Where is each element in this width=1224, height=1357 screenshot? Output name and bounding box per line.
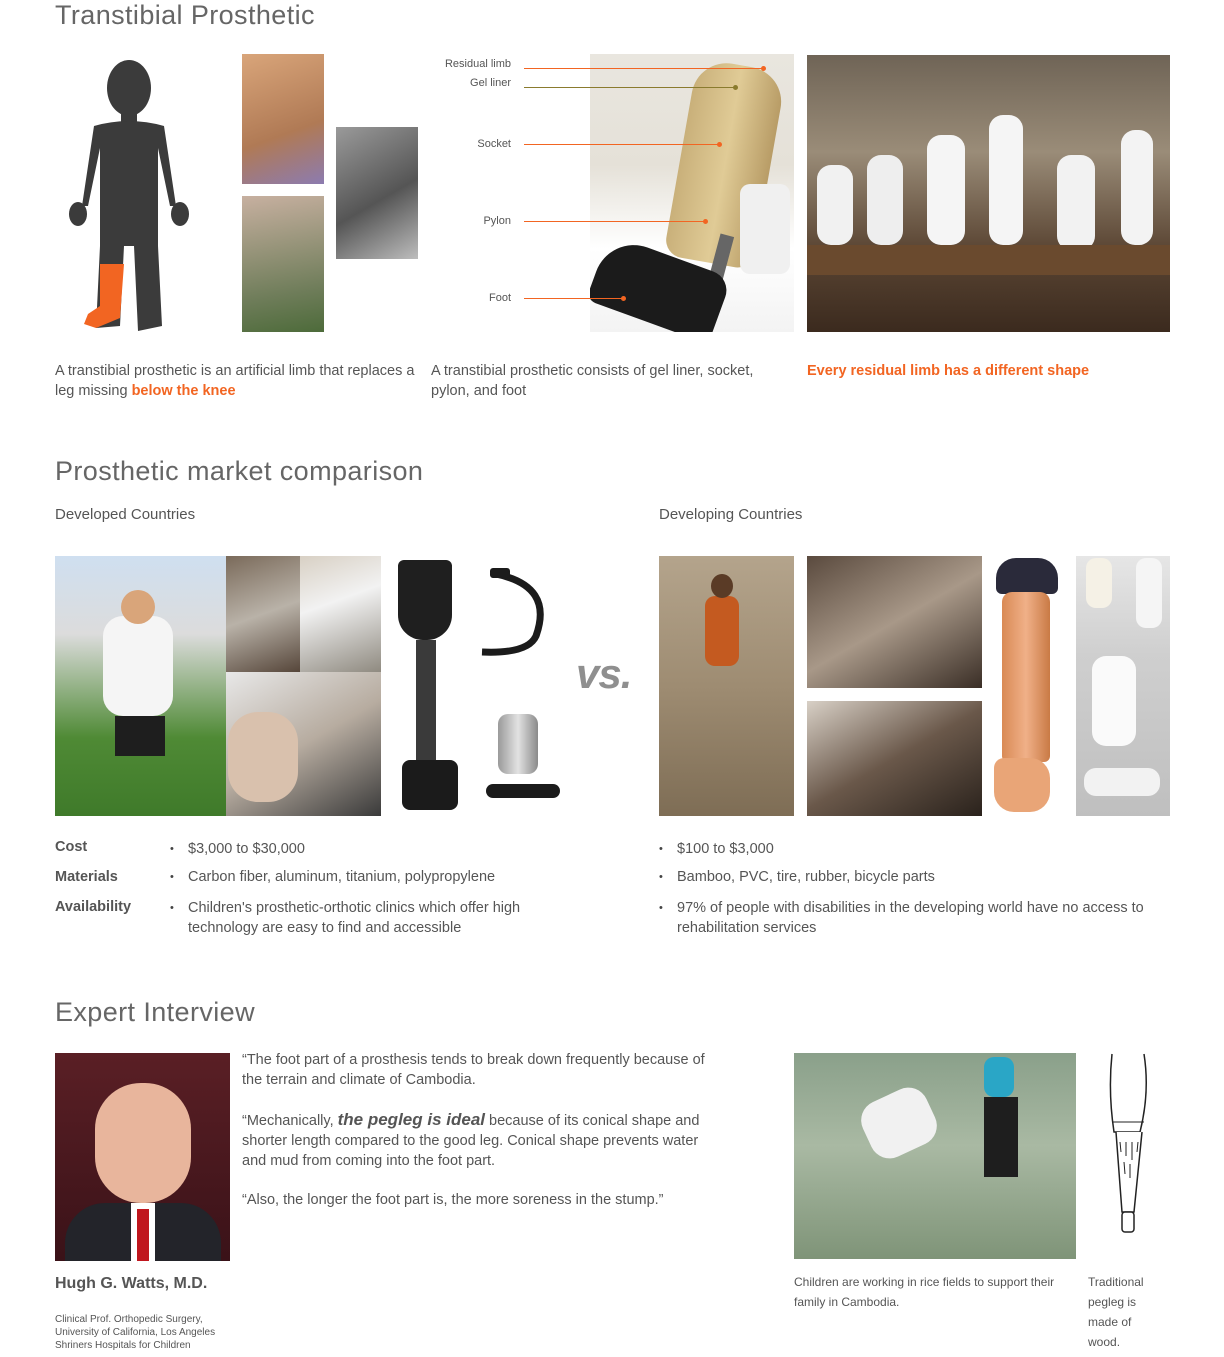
developed-availability: • Children's prosthetic-orthotic clinics which offer high technology are easy to find and accessible [170, 898, 570, 938]
developing-cost: • $100 to $3,000 [659, 839, 1159, 859]
pointer-dot [733, 85, 738, 90]
developed-cost: • $3,000 to $30,000 [170, 839, 570, 859]
child-prosthetic-photo-1 [242, 54, 324, 184]
developed-materials: • Carbon fiber, aluminum, titanium, polypropylene [170, 867, 570, 887]
workshop-fitting-photo [807, 701, 982, 816]
child-silhouette-illustration [66, 56, 192, 336]
quote-emphasis: the pegleg is ideal [337, 1110, 485, 1129]
pointer-dot [761, 66, 766, 71]
child-amputee-bw-photo [336, 127, 418, 259]
rice-field-photo [794, 1053, 1076, 1259]
pointer-socket [524, 144, 720, 145]
developing-prosthesis-collage [1076, 556, 1170, 816]
quote-text: because of its conical shape and shorter length compared to the good leg. Conical shape prevents water and mud from coming into the foot part. [242, 1113, 700, 1169]
section-title-market-comparison: Prosthetic market comparison [55, 456, 424, 486]
affiliation-line: Shriners Hospitals for Children [55, 1340, 191, 1351]
label-residual-limb: Residual limb [444, 58, 511, 70]
quote-soreness: “Also, the longer the foot part is, the more soreness in the stump.” [242, 1192, 664, 1208]
developing-countries-heading: Developing Countries [659, 506, 803, 523]
expert-portrait-photo [55, 1053, 230, 1261]
expert-name: Hugh G. Watts, M.D. [55, 1275, 208, 1292]
developed-countries-heading: Developed Countries [55, 506, 196, 523]
caption-residual-limb-shape: Every residual limb has a different shape [807, 363, 1090, 379]
clinic-photo-2 [300, 556, 381, 672]
developing-list [659, 839, 1159, 938]
pointer-residual-limb [524, 68, 764, 69]
developed-list [170, 839, 570, 938]
robotic-ankle-photo [480, 714, 560, 806]
pegleg-caption: Traditional pegleg is made of wood. [1088, 1275, 1144, 1349]
highlight-below-knee: below the knee [131, 383, 236, 399]
row-label-availability: Availability [55, 899, 132, 915]
label-gel-liner: Gel liner [470, 77, 511, 89]
label-socket: Socket [477, 138, 511, 150]
affiliation-line: Clinical Prof. Orthopedic Surgery, [55, 1314, 203, 1325]
technician-workshop-photo [226, 672, 381, 816]
expert-affiliation [55, 1313, 275, 1352]
pointer-dot [621, 296, 626, 301]
label-pylon: Pylon [483, 215, 511, 227]
pointer-pylon [524, 221, 706, 222]
caption-transtibial-definition [55, 361, 415, 401]
low-cost-leg-photo [990, 558, 1066, 816]
label-foot: Foot [488, 292, 511, 304]
row-label-materials: Materials [55, 869, 118, 885]
child-with-crutches-photo [659, 556, 794, 816]
caption-prosthetic-parts: A transtibial prosthetic consists of gel liner, socket, pylon, and foot [431, 363, 754, 399]
quote-text: “Mechanically, [242, 1113, 338, 1129]
child-athlete-photo [55, 556, 226, 816]
pointer-dot [717, 142, 722, 147]
carbon-prosthesis-photo [392, 560, 462, 816]
section-title-transtibial: Transtibial Prosthetic [55, 0, 315, 30]
developing-availability: • 97% of people with disabilities in the developing world have no access to rehabilitation services [659, 898, 1159, 938]
workshop-molding-photo [807, 556, 982, 688]
rice-field-caption: Children are working in rice fields to support their family in Cambodia. [794, 1275, 1055, 1309]
prosthetic-leg-photo [590, 54, 794, 332]
pegleg-drawing [1100, 1052, 1156, 1234]
quote-terrain: “The foot part of a prosthesis tends to break down frequently because of the terrain and climate of Cambodia. [242, 1052, 705, 1088]
affiliation-line: University of California, Los Angeles [55, 1327, 216, 1338]
running-blade-photo [476, 566, 552, 658]
pointer-dot [703, 219, 708, 224]
row-label-cost: Cost [55, 839, 88, 855]
residual-limb-molds-photo [807, 55, 1170, 332]
section-title-expert-interview: Expert Interview [55, 997, 255, 1027]
clinic-photo-1 [226, 556, 300, 672]
vs-label: vs. [576, 650, 632, 697]
developing-materials: • Bamboo, PVC, tire, rubber, bicycle parts [659, 867, 1159, 887]
quote-pegleg [242, 1110, 712, 1171]
caption-text: A transtibial prosthetic is an artificial limb that replaces a leg missing [55, 363, 415, 399]
pointer-gel-liner [524, 87, 736, 88]
pointer-foot [524, 298, 624, 299]
child-prosthetic-photo-2 [242, 196, 324, 332]
